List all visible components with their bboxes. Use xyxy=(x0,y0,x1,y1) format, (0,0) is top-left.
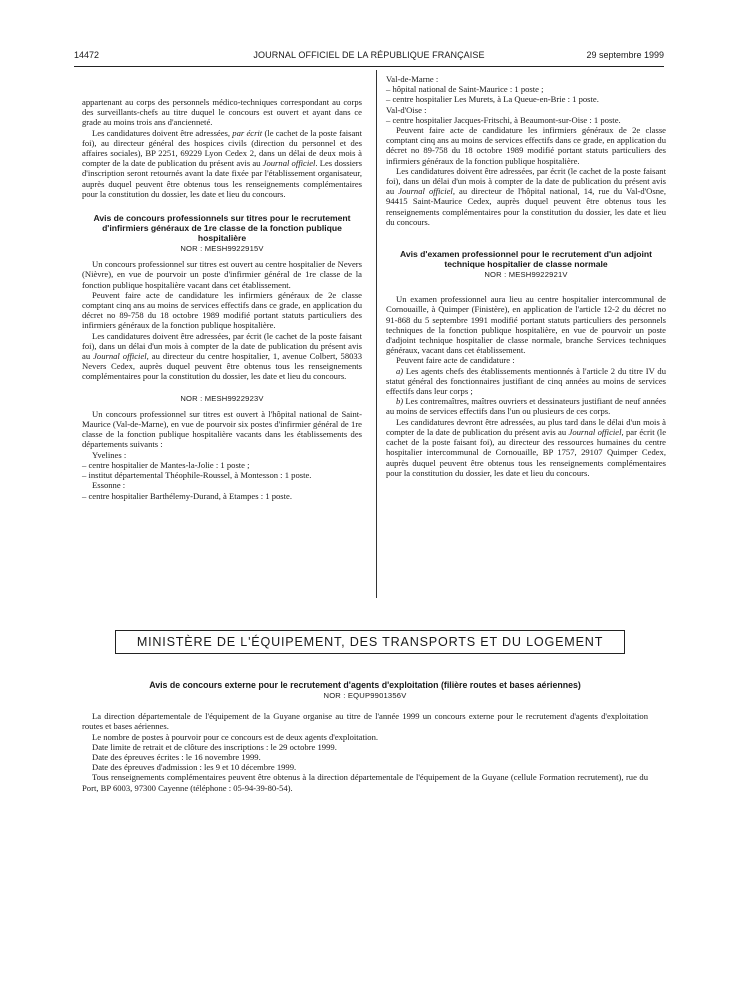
list-item: – centre hospitalier Barthélemy-Durand, à Etampes : 1 poste. xyxy=(82,490,293,501)
column-divider xyxy=(376,70,377,598)
ministry-banner xyxy=(115,630,625,654)
paragraph: Les candidatures doivent être adressées, par écrit (le cachet de la poste faisant foi), au directeur général des hospices civils (direction du personnel et des affaires sociales), BP 2251, 69229 Lyon Cedex 2, dans un délai de deux mois à compter de la date de publication du présent avis au Journal officiel. Les dossiers d'inscription seront retournés avant la date fixée par l'établissement organisateur, auprès duquel peuvent être obtenus tous les renseignements complémentaires pour la constitution du dossier, les date et lieu du concours. xyxy=(82,127,363,199)
section-heading: Avis d'examen professionnel pour le recrutement d'un adjoint technique hospitalier de classe normale xyxy=(399,249,653,270)
left-column xyxy=(82,97,362,501)
paragraph: b) Les contremaîtres, maîtres ouvriers et dessinateurs justifiant de neuf années au moins de services effectifs dans l'un ou plusieurs de ces corps. xyxy=(386,396,666,417)
bottom-section xyxy=(82,680,648,793)
paragraph: Les candidatures devront être adressées, au plus tard dans le délai d'un mois à compter de la date de publication du présent avis au Journal officiel, par écrit (le cachet de la poste faisant foi), au directeur des ressources humaines du centre hospitalier intercommunal de Cornouaille, BP 1757, 29107 Quimper Cedex, auprès duquel peuvent être obtenus tous les renseignements complémentaires pour la constitution du dossier, les date et lieu du concours. xyxy=(386,416,667,478)
list-item: – centre hospitalier de Mantes-la-Jolie : 1 poste ; xyxy=(82,459,250,470)
section-heading: Avis de concours externe pour le recrutement d'agents d'exploitation (filière routes et bases aériennes) xyxy=(149,680,581,690)
paragraph: Les candidatures doivent être adressées, par écrit (le cachet de la poste faisant foi), dans un délai d'un mois à compter de la date de publication du présent avis au Journal officiel, au directeur de l'hôpital national, 14, rue du Val-d'Osne, 94415 Saint-Maurice Cedex, auprès duquel peuvent être obtenus tous les renseignements complémentaires pour la constitution du dossier, les date et lieu du concours. xyxy=(386,165,666,227)
paragraph: Un concours professionnel sur titres est ouvert au centre hospitalier de Nevers (Nièvre), en vue de pourvoir un poste d'infirmier général de 1re classe de la fonction publique hospitalière vacant dans cet établissement. xyxy=(82,259,362,290)
paragraph: Tous renseignements complémentaires peuvent être obtenus à la direction départementale de l'équipement de la Guyane (cellule Formation recrutement), rue du Port, BP 6003, 97300 Cayenne (téléphone : 05-94-39-80-54). xyxy=(82,772,648,793)
paragraph: La direction départementale de l'équipement de la Guyane organise au titre de l'année 1999 un concours externe pour le recrutement d'agents d'exploitation routes et bases aériennes. xyxy=(82,711,648,732)
publication-date: 29 septembre 1999 xyxy=(586,50,664,60)
paragraph: Peuvent faire acte de candidature : xyxy=(396,355,515,366)
list-heading: Val-de-Marne : xyxy=(386,74,439,84)
paragraph: Date des épreuves écrites : le 16 novembre 1999. xyxy=(92,752,261,763)
ministry-title: MINISTÈRE DE L'ÉQUIPEMENT, DES TRANSPORTS ET DU LOGEMENT xyxy=(131,635,609,649)
list-heading: Essonne : xyxy=(92,480,126,491)
nor-reference: NOR : EQUP9901356V xyxy=(323,691,407,700)
list-item: – institut départemental Théophile-Roussel, à Montesson : 1 poste. xyxy=(82,470,312,481)
page-number: 14472 xyxy=(74,50,100,60)
journal-title: JOURNAL OFFICIEL DE LA RÉPUBLIQUE FRANÇAISE xyxy=(253,50,485,60)
paragraph: Date limite de retrait et de clôture des inscriptions : le 29 octobre 1999. xyxy=(92,741,337,752)
nor-reference: NOR : MESH9922921V xyxy=(484,270,568,280)
paragraph: a) Les agents chefs des établissements mentionnés à l'article 2 du titre IV du statut général des fonctionnaires justifiant de cinq années au moins de services effectifs dans leur corps ; xyxy=(386,365,666,397)
paragraph: Un examen professionnel aura lieu au centre hospitalier intercommunal de Cornouaille, à Quimper (Finistère), en application de l'article 12-2 du décret no 91-868 du 5 septembre 1991 modifié portant statuts particuliers des personnels techniques de la fonction publique hospitalière, en vue de pourvoir un poste d'adjoint technique hospitalier de classe normale, branche Services techniques généraux, vacant dans cet établissement. xyxy=(386,294,666,356)
page-header xyxy=(74,50,664,64)
paragraph: Peuvent faire acte de candidature les infirmiers généraux de 2e classe comptant cinq ans au moins de services effectifs dans ce grade, en application du décret no 89-758 du 18 octobre 1989 modifié portant statuts particuliers des infirmiers généraux de la fonction publique hospitalière. xyxy=(82,289,362,331)
paragraph: Le nombre de postes à pourvoir pour ce concours est de deux agents d'exploitation. xyxy=(92,731,379,742)
paragraph: Un concours professionnel sur titres est ouvert à l'hôpital national de Saint-Maurice (Val-de-Marne), en vue de pourvoir six postes d'infirmier général de 1re classe de la fonction publique hospitalière vacants dans les établissements des départements suivants : xyxy=(82,408,362,450)
list-item: – hôpital national de Saint-Maurice : 1 poste ; xyxy=(386,84,544,95)
nor-reference: NOR : MESH9922915V xyxy=(180,244,264,254)
right-column xyxy=(386,74,666,478)
paragraph: Peuvent faire acte de candidature les infirmiers généraux de 2e classe comptant cinq ans au moins de services effectifs dans ce grade, en application du décret no 89-758 du 18 octobre 1989 modifié portant statuts particuliers des infirmiers généraux de la fonction publique hospitalière. xyxy=(386,125,666,166)
header-rule xyxy=(74,66,664,67)
list-heading: Yvelines : xyxy=(92,449,127,460)
nor-reference: NOR : MESH9922923V xyxy=(180,393,264,403)
list-item: – centre hospitalier Jacques-Fritschi, à Beaumont-sur-Oise : 1 poste. xyxy=(386,114,621,125)
list-heading: Val-d'Oise : xyxy=(386,104,427,115)
list-item: – centre hospitalier Les Murets, à La Queue-en-Brie : 1 poste. xyxy=(386,94,599,105)
section-heading: Avis de concours professionnels sur titres pour le recrutement d'infirmiers généraux de 1re classe de la fonction publique hospitalière xyxy=(93,213,351,244)
paragraph: appartenant au corps des personnels médico-techniques correspondant au corps des surveillants-chefs au titre duquel le concours est ouvert et ayant dans ce grade au moins trois ans d'ancienneté. xyxy=(82,97,362,128)
paragraph: Les candidatures doivent être adressées, par écrit (le cachet de la poste faisant foi), dans un délai d'un mois à compter de la date de publication du présent avis au Journal officiel, au directeur du centre hospitalier, 1, avenue Colbert, 58033 Nevers Cedex, auprès duquel peuvent être obtenus tous les renseignements complémentaires pour la constitution du dossier, les date et lieu du concours. xyxy=(82,330,363,382)
paragraph: Date des épreuves d'admission : les 9 et 10 décembre 1999. xyxy=(92,762,297,773)
